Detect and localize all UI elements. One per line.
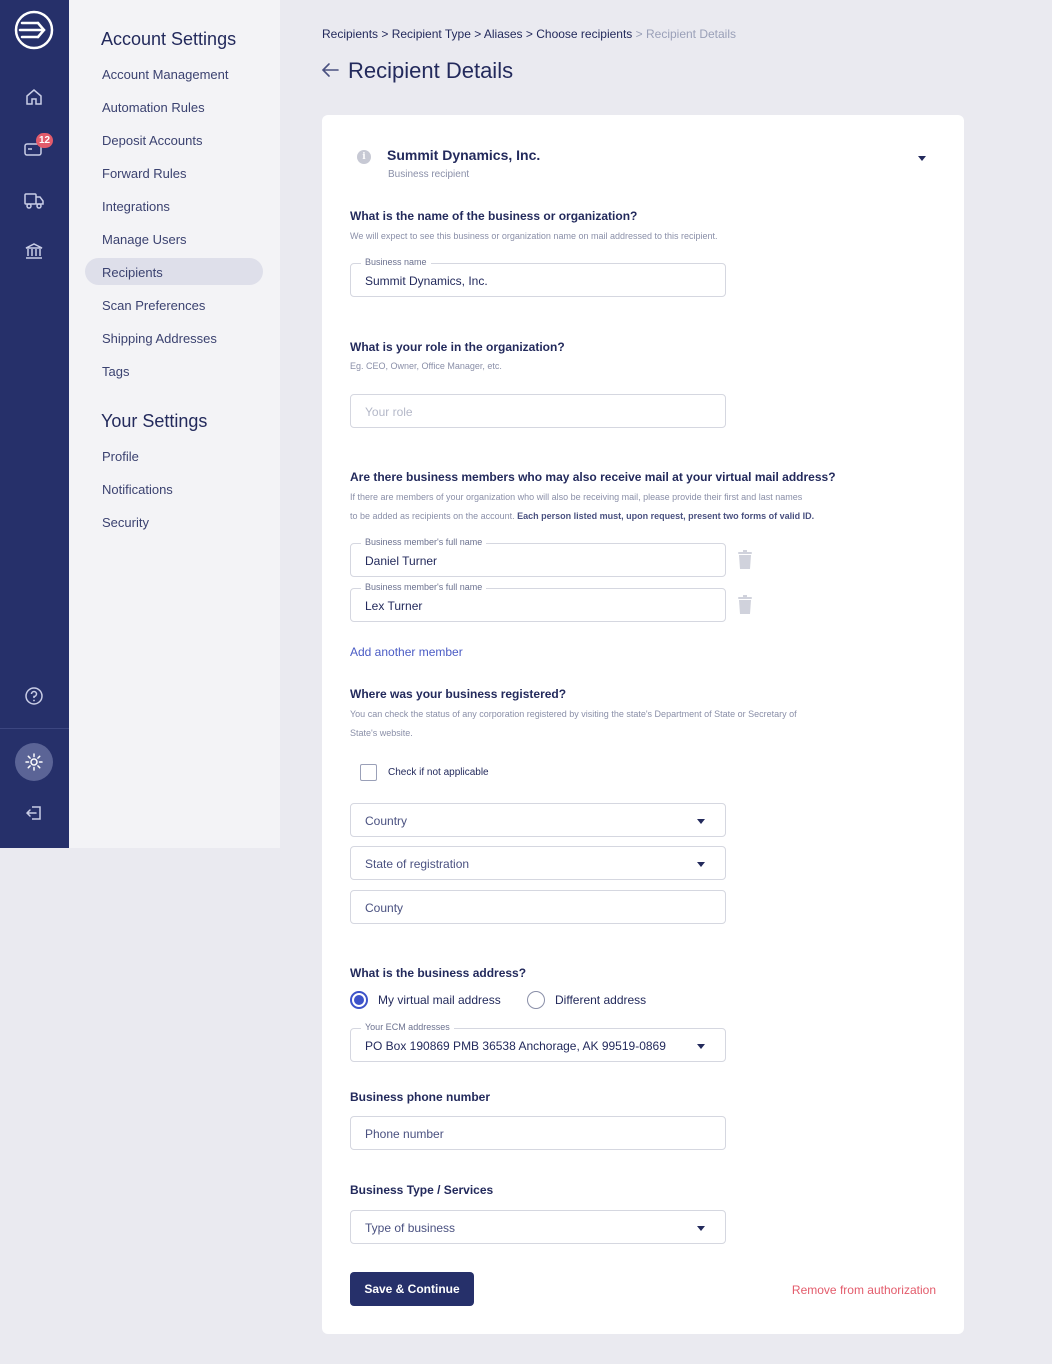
business-type-placeholder: Type of business: [365, 1221, 456, 1235]
state-placeholder: State of registration: [365, 857, 470, 871]
nav-item-forward-rules[interactable]: Forward Rules: [102, 166, 187, 181]
business-type-select[interactable]: [350, 1210, 726, 1244]
county-input[interactable]: [350, 890, 726, 924]
dropdown-caret-icon: [697, 1226, 705, 1231]
info-icon: i: [357, 150, 371, 164]
nav-item-integrations[interactable]: Integrations: [102, 199, 170, 214]
members-hint-text: to be added as recipients on the account.: [350, 511, 518, 521]
virtual-address-label[interactable]: My virtual mail address: [378, 993, 501, 1007]
nav-item-recipients[interactable]: Recipients: [102, 265, 163, 280]
nav-item-deposit-accounts[interactable]: Deposit Accounts: [102, 133, 203, 148]
member-field[interactable]: [350, 537, 726, 577]
county-placeholder: County: [365, 901, 404, 915]
nav-item-tags[interactable]: Tags: [102, 364, 130, 379]
breadcrumb-links[interactable]: Recipients > Recipient Type > Aliases > Choose recipients: [322, 27, 633, 41]
members-question: Are there business members who may also receive mail at your virtual mail address?: [350, 470, 836, 484]
role-hint: Eg. CEO, Owner, Office Manager, etc.: [350, 361, 502, 371]
nav-item-security[interactable]: Security: [102, 515, 149, 530]
logout-icon[interactable]: [20, 799, 48, 827]
dropdown-caret-icon: [697, 862, 705, 867]
recipient-name: Summit Dynamics, Inc.: [387, 147, 541, 163]
nav-item-scan-preferences[interactable]: Scan Preferences: [102, 298, 206, 313]
delete-member-icon[interactable]: [737, 595, 753, 615]
business-name-hint: We will expect to see this business or organization name on mail addressed to this recipient.: [350, 231, 718, 241]
members-hint-line1: If there are members of your organization who will also be receiving mail, please provide their first and last names: [350, 492, 803, 502]
role-question: What is your role in the organization?: [350, 340, 565, 354]
member-name: Lex Turner: [365, 599, 423, 613]
breadcrumb-current: > Recipient Details: [632, 27, 737, 41]
your-settings-heading: Your Settings: [101, 411, 208, 431]
recipient-details-card: [322, 115, 964, 1334]
dropdown-caret-icon: [697, 819, 705, 824]
nav-item-account-management[interactable]: Account Management: [102, 67, 229, 82]
not-applicable-checkbox[interactable]: [360, 764, 377, 781]
nav-item-profile[interactable]: Profile: [102, 449, 139, 464]
different-address-label[interactable]: Different address: [555, 993, 647, 1007]
app-logo-icon[interactable]: [12, 8, 56, 52]
virtual-address-radio[interactable]: [350, 991, 368, 1009]
ecm-address-select[interactable]: [350, 1022, 726, 1062]
business-name-field[interactable]: [350, 257, 726, 297]
rail-divider: [0, 728, 69, 729]
bank-icon[interactable]: [20, 237, 48, 265]
account-settings-heading: Account Settings: [101, 29, 237, 49]
back-arrow-icon[interactable]: [320, 58, 340, 84]
settings-nav: [69, 0, 280, 848]
remove-authorization-link[interactable]: Remove from authorization: [791, 1283, 936, 1297]
member-field-label: Business member's full name: [361, 582, 486, 592]
help-icon[interactable]: [20, 682, 48, 710]
home-icon[interactable]: [20, 83, 48, 111]
registration-question: Where was your business registered?: [350, 687, 567, 701]
recipient-type: Business recipient: [388, 169, 470, 180]
role-input[interactable]: [350, 394, 726, 428]
page-title: Recipient Details: [348, 58, 514, 83]
business-name-value: Summit Dynamics, Inc.: [365, 274, 488, 288]
not-applicable-label[interactable]: Check if not applicable: [388, 767, 489, 778]
member-name: Daniel Turner: [365, 554, 438, 568]
nav-item-manage-users[interactable]: Manage Users: [102, 232, 187, 247]
registration-hint-line2: State's website.: [350, 728, 413, 738]
nav-item-automation-rules[interactable]: Automation Rules: [102, 100, 205, 115]
registration-hint-line1: You can check the status of any corporation registered by visiting the state's Department of State or Secretary of: [350, 709, 797, 719]
business-type-question: Business Type / Services: [350, 1183, 494, 1197]
phone-input[interactable]: [350, 1116, 726, 1150]
truck-icon[interactable]: [20, 186, 48, 214]
country-select[interactable]: [350, 803, 726, 837]
members-hint-line2: [350, 511, 814, 521]
members-hint-bold: Each person listed must, upon request, present two forms of valid ID.: [517, 511, 815, 521]
save-continue-button[interactable]: Save & Continue: [350, 1272, 474, 1306]
member-field-label: Business member's full name: [361, 537, 486, 547]
add-member-link[interactable]: Add another member: [350, 645, 463, 659]
ecm-address-value: PO Box 190869 PMB 36538 Anchorage, AK 99519-0869: [365, 1039, 666, 1053]
collapse-chevron-icon[interactable]: [918, 156, 926, 161]
breadcrumb: [322, 27, 736, 41]
member-field[interactable]: [350, 582, 726, 622]
country-placeholder: Country: [365, 814, 408, 828]
nav-item-notifications[interactable]: Notifications: [102, 482, 173, 497]
app-rail: [0, 0, 69, 848]
different-address-radio[interactable]: [527, 991, 545, 1009]
business-name-label: Business name: [361, 257, 431, 267]
role-placeholder: Your role: [365, 405, 413, 419]
address-question: What is the business address?: [350, 966, 527, 980]
notification-badge: 12: [36, 133, 53, 148]
state-select[interactable]: [350, 846, 726, 880]
settings-gear-icon[interactable]: [15, 743, 53, 781]
page-header: [320, 58, 513, 84]
phone-placeholder: Phone number: [365, 1127, 444, 1141]
dropdown-caret-icon: [697, 1044, 705, 1049]
nav-item-shipping-addresses[interactable]: Shipping Addresses: [102, 331, 217, 346]
ecm-address-label: Your ECM addresses: [361, 1022, 454, 1032]
business-name-question: What is the name of the business or organization?: [350, 209, 638, 223]
phone-question: Business phone number: [350, 1090, 491, 1104]
delete-member-icon[interactable]: [737, 550, 753, 570]
